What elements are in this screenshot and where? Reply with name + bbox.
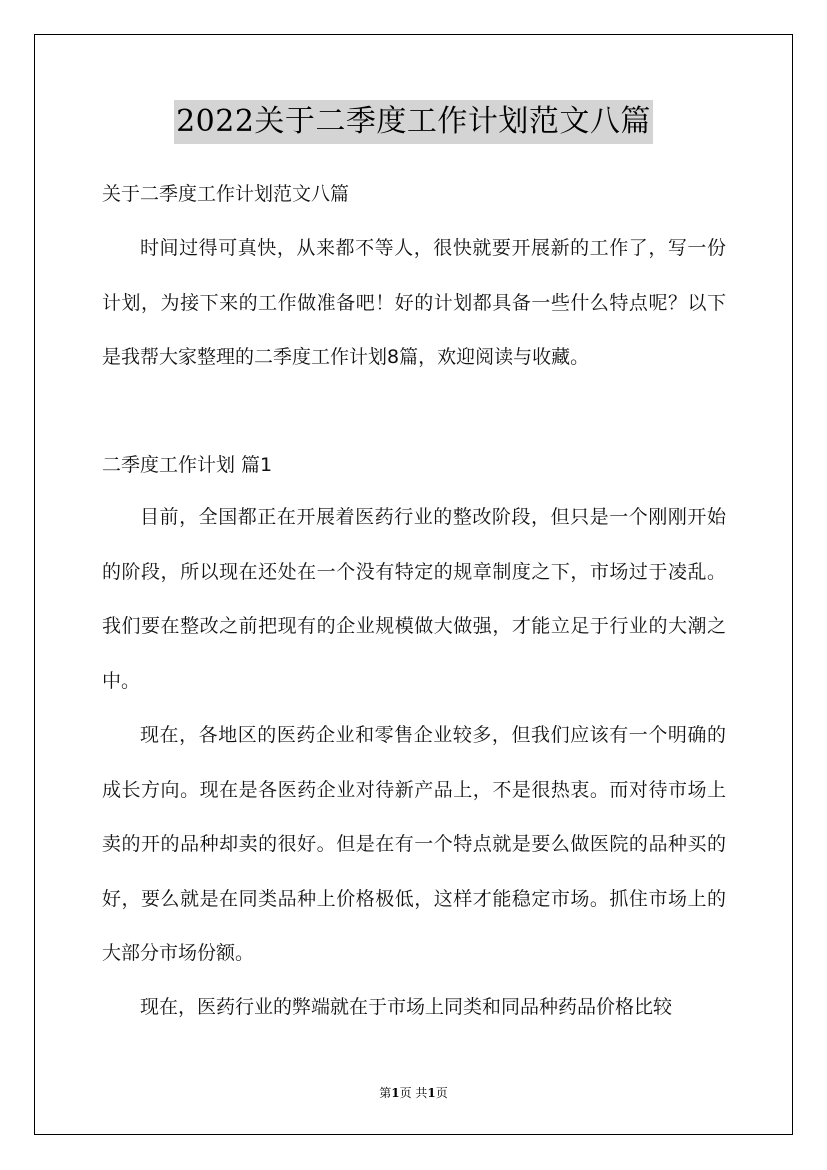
footer-page-number: 1 (391, 1086, 400, 1100)
title-container (0, 100, 827, 144)
paragraph-3: 现在，医药行业的弊端就在于市场上同类和同品种药品价格比较 (140, 996, 673, 1018)
footer-page-total: 1 (427, 1086, 436, 1100)
document-title: 2022关于二季度工作计划范文八篇 (174, 100, 653, 144)
footer-page-suffix: 页 (435, 1086, 448, 1100)
page-footer (0, 1084, 827, 1101)
paragraph-1: 目前，全国都正在开展着医药行业的整改阶段，但只是一个刚刚开始的阶段，所以现在还处在一个没有特定的规章制度之下，市场过于凌乱。我们要在整改之前把现有的企业规模做大做强，才能立足于行业的大潮之中。 (102, 506, 726, 692)
section-heading: 二季度工作计划 篇1 (102, 454, 273, 476)
intro-paragraph: 时间过得可真快，从来都不等人，很快就要开展新的工作了，写一份计划，为接下来的工作做准备吧！好的计划都具备一些什么特点呢？以下是我帮大家整理的二季度工作计划8篇，欢迎阅读与收藏。 (102, 237, 726, 368)
paragraph-2: 现在，各地区的医药企业和零售企业较多，但我们应该有一个明确的成长方向。现在是各医药企业对待新产品上，不是很热衷。而对待市场上卖的开的品种却卖的很好。但是在有一个特点就是要么做医院的品种买的好，要么就是在同类品种上价格极低，这样才能稳定市场。抓住市场上的大部分市场份额。 (102, 724, 726, 964)
document-subtitle: 关于二季度工作计划范文八篇 (102, 183, 350, 205)
footer-page-mid: 页 共 (399, 1086, 428, 1100)
footer-page-prefix: 第 (379, 1086, 392, 1100)
